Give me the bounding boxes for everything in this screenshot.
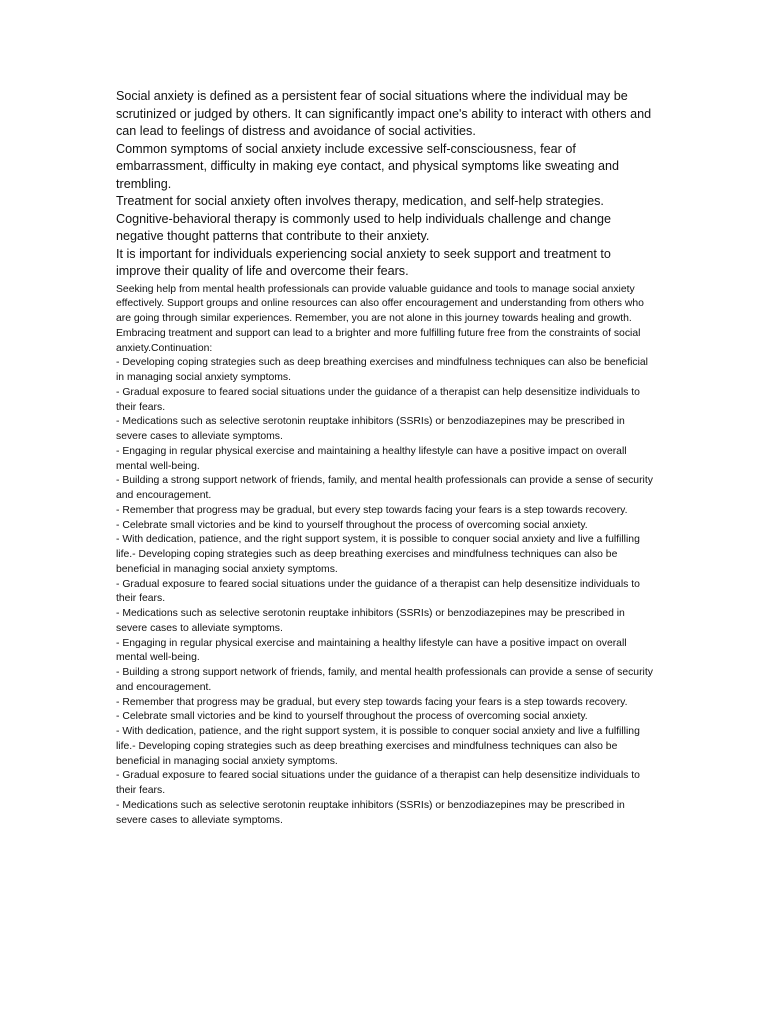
bullet-item: - Medications such as selective serotonin reuptake inhibitors (SSRIs) or benzodiazepines may be prescribed in severe cases to alleviate symptoms.: [116, 608, 625, 634]
document-page: [116, 88, 656, 828]
intro-paragraph: Common symptoms of social anxiety include excessive self-consciousness, fear of embarrassment, difficulty in making eye contact, and physical symptoms like sweating and trembling.: [116, 141, 620, 191]
bullet-item: - Medications such as selective serotonin reuptake inhibitors (SSRIs) or benzodiazepines may be prescribed in severe cases to alleviate symptoms.: [116, 799, 625, 826]
bullet-item: - Building a strong support network of friends, family, and mental health professionals can provide a sense of security and encouragement.: [116, 667, 653, 693]
bullet-item: - Building a strong support network of friends, family, and mental health professionals can provide a sense of security and encouragement.: [116, 475, 653, 501]
bullet-item: - Developing coping strategies such as deep breathing exercises and mindfulness techniques can also be beneficial in managing social anxiety symptoms.: [116, 357, 648, 383]
body-section: [116, 283, 656, 829]
bullet-item: - Gradual exposure to feared social situations under the guidance of a therapist can help desensitize individuals to their fears.: [116, 770, 640, 796]
intro-paragraph: Social anxiety is defined as a persistent fear of social situations where the individual may be scrutinized or judged by others. It can significantly impact one's ability to interact with others and can lead to feelings of distress and avoidance of social activities.: [116, 89, 652, 138]
bullet-item: - Engaging in regular physical exercise and maintaining a healthy lifestyle can have a positive impact on overall mental well-being.: [116, 637, 627, 664]
intro-paragraph: It is important for individuals experiencing social anxiety to seek support and treatment to improve their quality of life and overcome their fears.: [116, 246, 611, 278]
bullet-item: - Engaging in regular physical exercise and maintaining a healthy lifestyle can have a positive impact on overall mental well-being.: [116, 445, 627, 472]
bullet-item: - Medications such as selective serotonin reuptake inhibitors (SSRIs) or benzodiazepines may be prescribed in severe cases to alleviate symptoms.: [116, 416, 625, 442]
intro-paragraph: Treatment for social anxiety often involves therapy, medication, and self-help strategies. Cognitive-behavioral therapy is commonly used to help individuals challenge and change negative thought patterns that contribute to their anxiety.: [116, 194, 611, 243]
bullet-item: - Remember that progress may be gradual, but every step towards facing your fears is a step towards recovery.: [116, 504, 628, 516]
bullet-item: - Remember that progress may be gradual, but every step towards facing your fears is a step towards recovery.: [116, 696, 628, 708]
body-paragraph: Seeking help from mental health professionals can provide valuable guidance and tools to manage social anxiety effectively. Support groups and online resources can also offer encouragement and understanding from others who are going through similar experiences. Remember, you are not alone in this journey towards healing and growth. Embracing treatment and support can lead to a brighter and more fulfilling future free from the constraints of social anxiety.Continuation:: [116, 283, 644, 354]
bullet-item: - With dedication, patience, and the right support system, it is possible to conquer social anxiety and live a fulfilling life.- Developing coping strategies such as deep breathing exercises and mindfulness techniques can also be beneficial in managing social anxiety symptoms.: [116, 534, 640, 575]
bullet-item: - With dedication, patience, and the right support system, it is possible to conquer social anxiety and live a fulfilling life.- Developing coping strategies such as deep breathing exercises and mindfulness techniques can also be beneficial in managing social anxiety symptoms.: [116, 726, 640, 767]
bullet-item: - Celebrate small victories and be kind to yourself throughout the process of overcoming social anxiety.: [116, 711, 588, 723]
bullet-item: - Gradual exposure to feared social situations under the guidance of a therapist can help desensitize individuals to their fears.: [116, 578, 640, 605]
bullet-item: - Celebrate small victories and be kind to yourself throughout the process of overcoming social anxiety.: [116, 519, 588, 531]
bullet-item: - Gradual exposure to feared social situations under the guidance of a therapist can help desensitize individuals to their fears.: [116, 386, 640, 413]
intro-section: [116, 88, 656, 281]
